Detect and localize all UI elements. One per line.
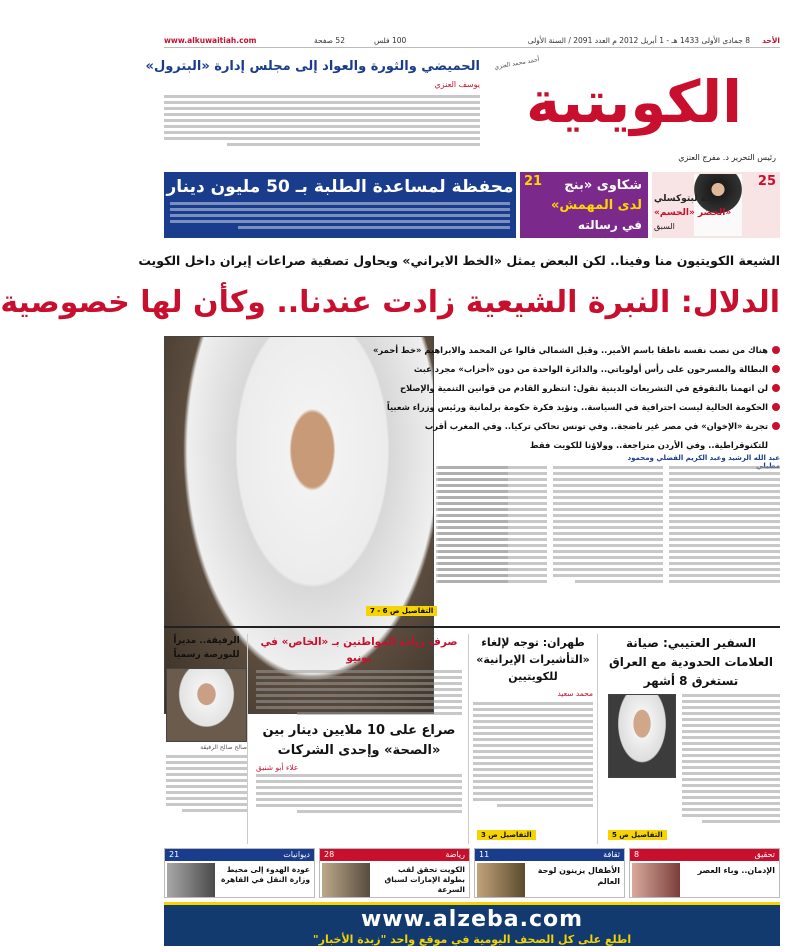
tile-text: عودة الهدوء إلى محيط وزارة النقل في القاهرة — [220, 865, 310, 884]
promo-football-sub: «الخضر «الحسم» — [654, 208, 732, 218]
promo-football-sub2: السبق — [654, 222, 675, 231]
tile-photo — [322, 863, 370, 897]
rafiqa-body — [166, 755, 247, 812]
lead-bullet: البطالة والمسرحون على رأس أولوياتي.. والدائرة الواحدة من دون «أحزاب» مجرد عبث — [440, 359, 780, 378]
promo-football-page: 25 — [757, 174, 776, 189]
tile-section: رياضة — [445, 850, 465, 859]
top-story-body — [164, 95, 480, 146]
top-story-author: يوسف العنزي — [434, 80, 480, 89]
promo-complaints[interactable] — [520, 172, 648, 238]
section-divider — [164, 626, 780, 628]
masthead — [488, 58, 780, 162]
rafiqa-story[interactable] — [164, 634, 248, 844]
top-bar — [164, 36, 780, 48]
promo-complaints-sub2: في رسالته — [577, 218, 642, 232]
salary-body-2 — [256, 774, 462, 813]
footer-url[interactable]: www.alzeba.com — [360, 907, 584, 932]
ambassador-body — [682, 694, 780, 826]
lead-bullet: تجربة «الإخوان» في مصر غير ناضجة.. وفي تونس تحاكي تركيا.. وفي المغرب أقرب — [440, 416, 780, 435]
tile-photo — [167, 863, 215, 897]
footballer-photo — [694, 174, 742, 236]
grants-box[interactable] — [164, 172, 516, 238]
grants-body — [164, 200, 516, 234]
tile-text: الإدمان.. وباء العصر — [697, 866, 775, 875]
website-link[interactable]: www.alkuwaitiah.com — [164, 36, 257, 45]
promo-complaints-page: 21 — [524, 174, 543, 189]
footer-banner[interactable] — [164, 902, 780, 946]
footer-slogan: اطلع على كل الصحف اليومية في موقع واحد "زبدة الأخبار" — [312, 933, 632, 946]
lead-headline[interactable]: الدلال: النبرة الشيعية زادت عندنا.. وكأن لها خصوصية — [0, 285, 780, 320]
top-story[interactable] — [145, 58, 480, 162]
ambassador-photo — [608, 694, 676, 778]
tile-page: 21 — [169, 850, 180, 859]
tile-text: الأطفال يزينون لوحة العالم — [537, 866, 620, 886]
issue-number: العدد 2091 / السنة الأولى — [527, 36, 610, 45]
grants-headline: محفظة لمساعدة الطلبة بـ 50 مليون دينار — [166, 177, 514, 197]
tile-section: ثقافة — [603, 850, 620, 859]
bottom-tile[interactable] — [319, 848, 470, 898]
salary-author: علاء أبو شنبق — [256, 763, 299, 772]
lead-bullet: هناك من نصب نفسه ناطقا باسم الأمير.. وقبل الشمالي قالوا عن المحمد والابراهيم «خط أحمر» — [440, 340, 780, 359]
lead-byline: عبد الله الرشيد وعبد الكريم الفضلي ومحمود — [627, 454, 780, 462]
bottom-tile[interactable] — [164, 848, 315, 898]
top-story-headline: الحميضي والثورة والعواد إلى مجلس إدارة «البترول» — [145, 59, 480, 74]
salary-headline-2: صراع على 10 ملايين دينار بين «الصحة» وإحدى الشركات — [262, 723, 456, 758]
promo-football-title: معركة لبتوكسلي — [654, 194, 728, 204]
bottom-tile[interactable] — [629, 848, 780, 898]
tile-section: تحقيق — [754, 850, 775, 859]
lead-bullet: للتكنوقراطية.. وفي الأردن متراجعة.. وولاؤنا للكويت فقط — [529, 440, 768, 450]
salary-story[interactable] — [256, 634, 462, 844]
lead-bullet: الحكومة الحالية ليست احترافية في السياسة.. ونؤيد فكرة حكومة برلمانية ورئيس وزراء شعبياً — [440, 397, 780, 416]
ambassador-continued[interactable]: التفاصيل ص 5 — [608, 830, 667, 840]
masthead-logo: الكويتية — [525, 68, 743, 136]
salary-body — [256, 670, 462, 715]
tehran-continued[interactable]: التفاصيل ص 3 — [477, 830, 536, 840]
promo-complaints-title: شكاوى «بنج — [564, 178, 642, 193]
ambassador-story[interactable] — [602, 634, 780, 844]
lead-bullet: لن اتهمنا بالتقوقع في التشريعات الدينية نقول: انتظرو القادم من قوانين التنمية والإصلاح — [440, 378, 780, 397]
lead-kicker: الشيعة الكويتيون منا وفينا.. لكن البعض يمثل «الخط الايراني» ويحاول تصفية صراعات إيران داخل الكويت — [138, 253, 780, 268]
tehran-author: محمد سعيد — [557, 689, 593, 698]
promo-complaints-sub: لدى المهمش» — [551, 198, 642, 213]
tile-page: 28 — [324, 850, 335, 859]
tile-page: 11 — [479, 850, 490, 859]
tile-text: الكويت تحقق لقب بطولة الإمارات لسباق السرعة — [384, 865, 465, 894]
lead-bullets — [372, 340, 780, 454]
tehran-headline: طهران: توجه لإلغاء «التأشيرات الإيرانية» للكويتيين — [476, 636, 590, 683]
promo-banner — [164, 172, 780, 238]
rafiqa-photo — [166, 668, 247, 742]
tile-photo — [477, 863, 525, 897]
founder-tag: أحمد محمد العنزي — [493, 56, 540, 71]
page-count: 52 صفحة — [314, 36, 345, 45]
issue-day: الأحد — [762, 36, 780, 45]
tehran-body — [473, 702, 593, 807]
salary-headline: صرف زيادة المواطنين بـ «الخاص» في يونيو — [260, 636, 458, 664]
ambassador-headline: السفير العتيبي: صيانة العلامات الحدودية مع العراق تستغرق 8 أشهر — [609, 636, 773, 688]
promo-football[interactable] — [652, 172, 780, 238]
masthead-tagline: رئيس التحرير د. مفرج العنزي — [678, 153, 776, 162]
lead-photo-side-text — [438, 466, 508, 616]
tile-section: ديوانيات — [283, 850, 310, 859]
bottom-tiles — [164, 848, 780, 898]
price: 100 فلس — [374, 36, 407, 45]
rafiqa-caption: صالح صالح الرفيقة — [200, 744, 247, 751]
tile-page: 8 — [634, 850, 640, 859]
tile-photo — [632, 863, 680, 897]
bottom-tile[interactable] — [474, 848, 625, 898]
rafiqa-headline: الرفيقة.. مديراً للبورصة رسمياً — [173, 636, 240, 660]
issue-date: 8 جمادى الأولى 1433 هـ - 1 أبريل 2012 م — [612, 36, 750, 45]
lead-continued[interactable]: التفاصيل ص 6 - 7 — [366, 606, 437, 616]
tehran-story[interactable] — [468, 634, 598, 844]
